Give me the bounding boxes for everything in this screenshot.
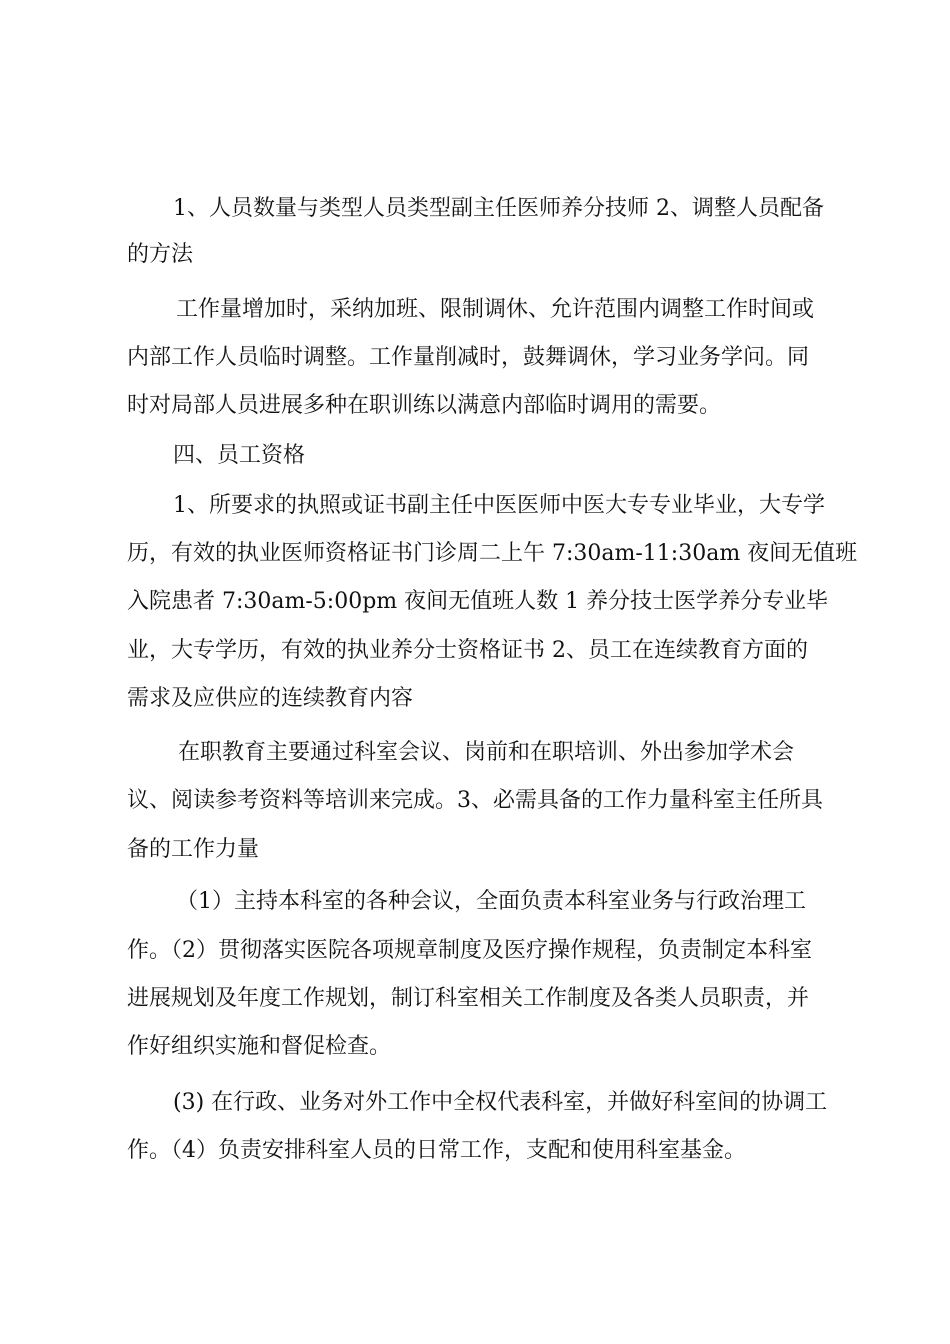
section-heading-staff-qualifications: 四、员工资格	[173, 443, 306, 468]
paragraph-workload-line-3: 时对局部人员进展多种在职训练以满意内部临时调用的需要。	[127, 393, 722, 418]
paragraph-qualifications-line-1: 1、所要求的执照或证书副主任中医医师中医大专专业毕业，大专学	[173, 493, 825, 518]
paragraph-qualifications-line-5: 需求及应供应的连续教育内容	[127, 686, 414, 711]
paragraph-director-duties-line-3: 进展规划及年度工作规划，制订科室相关工作制度及各类人员职责，并	[127, 986, 810, 1011]
paragraph-qualifications-line-3: 入院患者 7:30am-5:00pm 夜间无值班人数 1 养分技士医学养分专业毕	[127, 589, 829, 614]
paragraph-education-line-3: 备的工作力量	[127, 837, 260, 862]
paragraph-director-duties-line-4: 作好组织实施和督促检查。	[127, 1034, 392, 1059]
paragraph-workload-line-1: 工作量增加时，采纳加班、限制调休、允许范围内调整工作时间或	[176, 297, 815, 322]
paragraph-education-line-2: 议、阅读参考资料等培训来完成。3、必需具备的工作力量科室主任所具	[127, 788, 823, 813]
paragraph-qualifications-line-4: 业，大专学历，有效的执业养分士资格证书 2、员工在连续教育方面的	[127, 638, 808, 663]
paragraph-staffing-line-2: 的方法	[127, 242, 194, 267]
paragraph-education-line-1: 在职教育主要通过科室会议、岗前和在职培训、外出参加学术会	[178, 740, 795, 765]
paragraph-director-duties-line-1: （1）主持本科室的各种会议，全面负责本科室业务与行政治理工	[176, 889, 806, 914]
paragraph-representation-line-1: (3) 在行政、业务对外工作中全权代表科室，并做好科室间的协调工	[173, 1090, 828, 1115]
paragraph-staffing-line-1: 1、人员数量与类型人员类型副主任医师养分技师 2、调整人员配备	[173, 196, 824, 221]
paragraph-director-duties-line-2: 作。（2）贯彻落实医院各项规章制度及医疗操作规程，负责制定本科室	[127, 938, 812, 963]
paragraph-workload-line-2: 内部工作人员临时调整。工作量削减时，鼓舞调休，学习业务学问。同	[127, 345, 810, 370]
paragraph-representation-line-2: 作。（4）负责安排科室人员的日常工作，支配和使用科室基金。	[127, 1138, 746, 1163]
paragraph-qualifications-line-2: 历，有效的执业医师资格证书门诊周二上午 7:30am-11:30am 夜间无值班	[127, 541, 858, 566]
